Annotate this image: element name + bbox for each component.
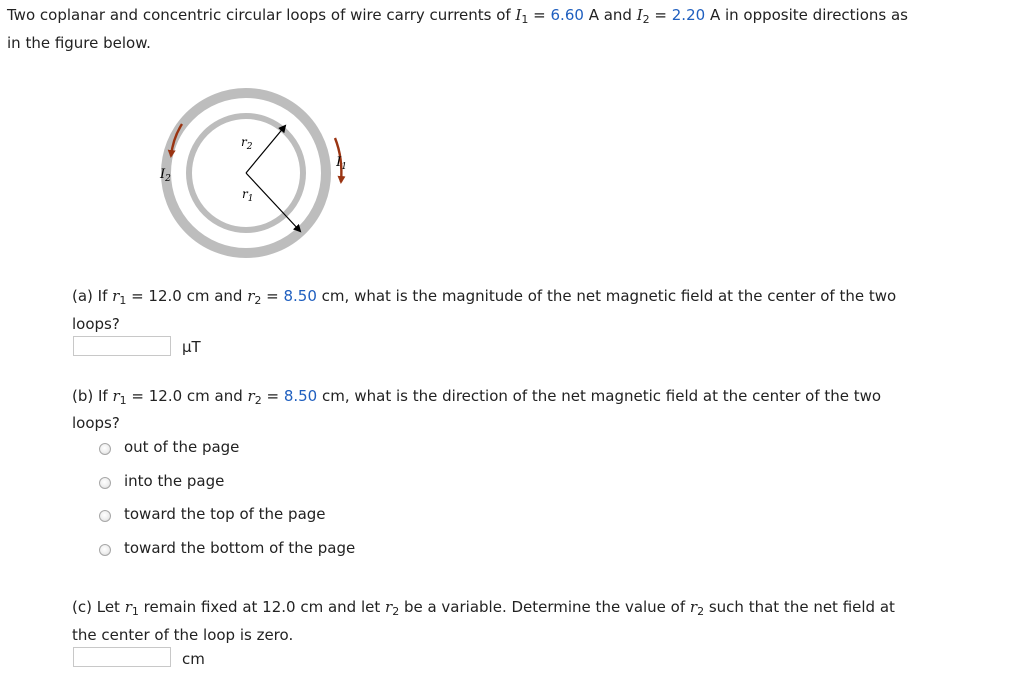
r1-value: 12.0 cm and [148,387,248,405]
part-a-text: (a) If [72,287,113,305]
I2-subscript: 2 [642,13,650,26]
r1-value: 12.0 cm and [148,287,248,305]
intro-line-2: in the figure below. [7,34,151,52]
r2-symbol: r [385,598,393,616]
equals-sign: = [649,6,672,24]
I2-value: 2.20 [671,6,706,24]
part-c-answer-input[interactable] [73,647,171,667]
intro-line-1 [7,6,908,26]
part-c-question [72,598,895,618]
r1-label: $r_1$ [242,187,254,204]
equals-sign: = [261,287,284,305]
part-c-unit: cm [182,650,205,668]
intro-text: A in opposite directions as [705,6,908,24]
equals-sign: = [126,287,149,305]
I2-label: $I_2$ [160,167,171,184]
part-c-text: (c) Let [72,598,125,616]
I1-symbol: I [515,6,522,24]
part-a-unit: μT [182,338,201,356]
part-b-question-line-2: loops? [72,414,120,432]
part-b-text: cm, what is the direction of the net magnetic field at the center of the two [317,387,882,405]
part-c-question-line-2: the center of the loop is zero. [72,626,294,644]
r1-symbol: r [112,287,120,305]
r1-subscript: 1 [119,294,127,307]
radio-toward-top[interactable] [99,510,111,522]
equals-sign: = [528,6,551,24]
part-b-question [72,387,881,407]
r2-symbol: r [247,387,255,405]
part-c-text: such that the net field at [704,598,895,616]
equals-sign: = [261,387,284,405]
option-label[interactable]: toward the bottom of the page [124,539,356,557]
r2-symbol: r [247,287,255,305]
r2-value: 8.50 [283,387,318,405]
option-label[interactable]: out of the page [124,438,240,456]
intro-text: A and [583,6,637,24]
I1-value: 6.60 [550,6,584,24]
r1-subscript: 1 [131,605,139,618]
option-label[interactable]: toward the top of the page [124,505,326,523]
intro-text: Two coplanar and concentric circular loops of wire carry currents of [7,6,516,24]
part-a-text: cm, what is the magnitude of the net magnetic field at the center of the two [316,287,897,305]
r1-symbol: r [112,387,120,405]
r2-subscript: 2 [254,394,262,407]
part-b-text: (b) If [72,387,113,405]
r1-symbol: r [124,598,132,616]
I2-symbol: I [636,6,643,24]
r2-label: $r_2$ [241,135,253,152]
r2-subscript: 2 [392,605,400,618]
equals-sign: = [126,387,149,405]
r2-subscript: 2 [697,605,705,618]
radio-out-of-page[interactable] [99,443,111,455]
concentric-loops-figure [147,78,347,268]
r2-symbol: r [689,598,698,616]
part-c-text: be a variable. Determine the value of [399,598,690,616]
I1-subscript: 1 [521,13,529,26]
radio-toward-bottom[interactable] [99,544,111,556]
r1-subscript: 1 [119,394,127,407]
part-a-question-line-2: loops? [72,315,120,333]
part-a-question [72,287,896,307]
option-label[interactable]: into the page [124,472,225,490]
part-c-text: remain fixed at 12.0 cm and let [138,598,386,616]
r2-value: 8.50 [283,287,317,305]
r2-subscript: 2 [254,294,262,307]
radio-into-page[interactable] [99,477,111,489]
part-a-answer-input[interactable] [73,336,171,356]
I1-label: $I_1$ [336,155,347,172]
